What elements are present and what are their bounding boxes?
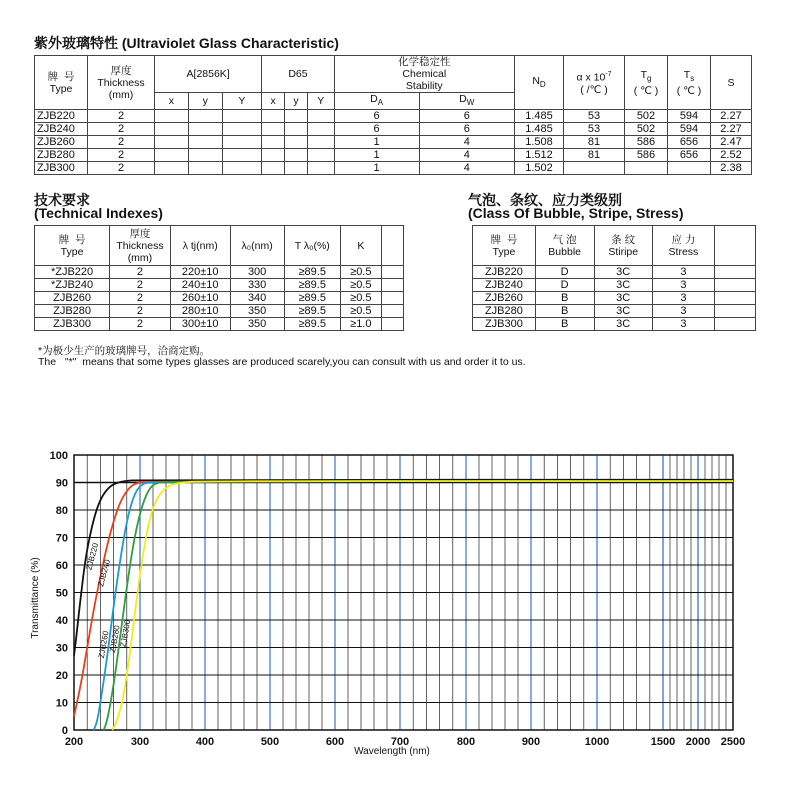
uv-cell-thk: 2 — [88, 162, 155, 175]
uv-cell-ts: 594 — [668, 123, 711, 136]
tech-cell-thk: 2 — [110, 279, 171, 292]
tech-cell-t: ≥89.5 — [284, 292, 340, 305]
bubble-cell-bubble: B — [535, 292, 594, 305]
uv-cell-type: ZJB240 — [35, 123, 88, 136]
y-tick-label: 70 — [55, 532, 68, 545]
tech-cell-thk: 2 — [110, 292, 171, 305]
bubble-cell-stress: 3 — [652, 305, 714, 318]
bubble-cell-type: ZJB300 — [473, 318, 536, 331]
uv-h-a-Y: Y — [222, 93, 262, 110]
uv-cell-s: 2.47 — [711, 136, 752, 149]
series-label-zjb240: ZJB240 — [96, 558, 113, 588]
uv-cell-nd: 1.502 — [515, 162, 564, 175]
uv-h-d-Y: Y — [307, 93, 334, 110]
tech-title-cn: 技术要求 — [34, 192, 90, 208]
tech-cell-tj: 220±10 — [170, 266, 230, 279]
bubble-cell-type: ZJB260 — [473, 292, 536, 305]
uv-h-type: 牌 号 Type — [35, 56, 88, 110]
tech-cell-k: ≥0.5 — [340, 292, 381, 305]
uv-cell-s: 2.27 — [711, 123, 752, 136]
bubble-cell-bubble: B — [535, 318, 594, 331]
x-tick-label: 200 — [64, 736, 84, 748]
uv-cell-s: 2.27 — [711, 110, 752, 123]
table-row — [35, 292, 404, 305]
x-tick-label: 800 — [456, 736, 476, 748]
bubble-h-stripe: 条 纹 Stiripe — [594, 226, 652, 266]
transmittance-chart — [0, 420, 800, 800]
uv-h-nd: $N_D$ — [515, 56, 564, 110]
uv-cell-alpha — [564, 162, 625, 175]
tech-h-tj: λ tj(nm) — [170, 226, 230, 266]
bubble-cell-stripe: 3C — [594, 305, 652, 318]
table-row — [473, 305, 756, 318]
bubble-cell-bubble: B — [535, 305, 594, 318]
uv-h-a2856: A[2856K] — [155, 56, 262, 93]
tech-cell-k: ≥0.5 — [340, 279, 381, 292]
x-tick-label: 1500 — [650, 736, 676, 748]
uv-cell-dw: 4 — [419, 136, 514, 149]
series-label-zjb220: ZJB220 — [84, 542, 101, 572]
uv-cell-da: 1 — [334, 162, 419, 175]
uv-h-d65: D65 — [262, 56, 334, 93]
table-row — [35, 110, 752, 123]
bubble-cell-stripe: 3C — [594, 318, 652, 331]
tech-cell-t: ≥89.5 — [284, 266, 340, 279]
series-label-zjb260: ZJB260 — [96, 630, 111, 659]
y-tick-label: 20 — [55, 670, 68, 682]
bubble-cell-stress: 3 — [652, 279, 714, 292]
uv-cell-ts — [668, 162, 711, 175]
x-tick-label: 900 — [521, 736, 541, 748]
tech-cell-thk: 2 — [110, 305, 171, 318]
table-row — [473, 266, 756, 279]
uv-h-dw: $D_W$ — [419, 93, 514, 110]
uv-cell-tg — [625, 162, 668, 175]
uv-cell-dw: 4 — [419, 149, 514, 162]
bubble-h-type: 牌 号 Type — [473, 226, 536, 266]
uv-cell-alpha: 81 — [564, 136, 625, 149]
bubble-cell-stripe: 3C — [594, 292, 652, 305]
uv-cell-dw: 4 — [419, 162, 514, 175]
uv-cell-da: 6 — [334, 123, 419, 136]
table-row — [35, 266, 404, 279]
uv-cell-ts: 656 — [668, 136, 711, 149]
bubble-cell-stress: 3 — [652, 318, 714, 331]
tech-cell-l0: 350 — [230, 318, 284, 331]
tech-cell-type: ZJB280 — [35, 305, 110, 318]
tech-cell-type: ZJB260 — [35, 292, 110, 305]
bubble-cell-stripe: 3C — [594, 279, 652, 292]
bubble-cell-stripe: 3C — [594, 266, 652, 279]
tech-cell-l0: 350 — [230, 305, 284, 318]
bubble-cell-type: ZJB220 — [473, 266, 536, 279]
uv-h-d-y: y — [285, 93, 308, 110]
tech-cell-thk: 2 — [110, 318, 171, 331]
y-tick-label: 60 — [55, 560, 68, 572]
x-tick-label: 300 — [130, 736, 150, 748]
uv-cell-nd: 1.512 — [515, 149, 564, 162]
bubble-cell-bubble: D — [535, 266, 594, 279]
tech-cell-k: ≥1.0 — [340, 318, 381, 331]
y-tick-label: 10 — [55, 697, 68, 710]
table-row — [35, 279, 404, 292]
bubble-title-en: (Class Of Bubble, Stripe, Stress) — [468, 205, 684, 221]
tech-cell-l0: 330 — [230, 279, 284, 292]
uv-cell-dw: 6 — [419, 123, 514, 136]
uv-h-thickness: 厚度 Thickness (mm) — [88, 56, 155, 110]
tech-cell-tj: 300±10 — [170, 318, 230, 331]
bubble-cell-type: ZJB280 — [473, 305, 536, 318]
x-tick-label: 500 — [260, 736, 280, 748]
y-tick-label: 30 — [55, 642, 68, 655]
uv-h-da: $D_A$ — [334, 93, 419, 110]
y-axis-label: Transmittance (%) — [30, 557, 41, 639]
uv-cell-tg: 586 — [625, 136, 668, 149]
tech-cell-type: ZJB300 — [35, 318, 110, 331]
uv-cell-thk: 2 — [88, 110, 155, 123]
x-tick-label: 400 — [195, 736, 215, 748]
tech-h-k: K — [340, 226, 381, 266]
bubble-cell-type: ZJB240 — [473, 279, 536, 292]
note-en: The "*" means that some types glasses are produced scarely,you can consult with us and order it to us. — [38, 356, 526, 368]
tech-cell-l0: 300 — [230, 266, 284, 279]
y-tick-label: 0 — [61, 725, 68, 737]
uv-h-alpha: α x $10^{-7}$ ( /℃ ) — [564, 56, 625, 110]
table-row — [35, 136, 752, 149]
tech-h-l0: λ₀(nm) — [230, 226, 284, 266]
tech-cell-t: ≥89.5 — [284, 305, 340, 318]
uv-cell-type: ZJB260 — [35, 136, 88, 149]
x-tick-label: 2000 — [685, 736, 711, 748]
table-row — [35, 305, 404, 318]
bubble-table — [472, 225, 756, 331]
tech-cell-type: *ZJB220 — [35, 266, 110, 279]
uv-cell-thk: 2 — [88, 123, 155, 136]
tech-h-thickness: 厚度 Thickness (mm) — [110, 226, 171, 266]
tech-title-en: (Technical Indexes) — [34, 205, 163, 221]
uv-cell-ts: 656 — [668, 149, 711, 162]
table-row — [473, 292, 756, 305]
y-tick-label: 40 — [55, 615, 68, 627]
tech-cell-thk: 2 — [110, 266, 171, 279]
tech-cell-tj: 260±10 — [170, 292, 230, 305]
bubble-cell-stress: 3 — [652, 266, 714, 279]
tech-cell-type: *ZJB240 — [35, 279, 110, 292]
uv-cell-s: 2.38 — [711, 162, 752, 175]
bubble-h-stress: 应 力 Stress — [652, 226, 714, 266]
bubble-cell-bubble: D — [535, 279, 594, 292]
uv-h-a-y: y — [188, 93, 222, 110]
uv-cell-alpha: 53 — [564, 110, 625, 123]
x-tick-label: 1000 — [584, 736, 610, 748]
tech-cell-k: ≥0.5 — [340, 266, 381, 279]
uv-table — [34, 55, 752, 175]
x-axis-label: Wavelength (nm) — [354, 746, 430, 757]
uv-cell-nd: 1.485 — [515, 110, 564, 123]
uv-cell-type: ZJB220 — [35, 110, 88, 123]
uv-cell-dw: 6 — [419, 110, 514, 123]
bubble-title-cn: 气泡、条纹、应力类级别 — [468, 192, 622, 208]
table-row — [473, 279, 756, 292]
tech-cell-t: ≥89.5 — [284, 318, 340, 331]
uv-cell-tg: 586 — [625, 149, 668, 162]
tech-h-t: T λ₀(%) — [284, 226, 340, 266]
table-row — [35, 149, 752, 162]
uv-cell-da: 1 — [334, 136, 419, 149]
uv-cell-thk: 2 — [88, 136, 155, 149]
uv-cell-nd: 1.485 — [515, 123, 564, 136]
uv-h-a-x: x — [155, 93, 189, 110]
tech-cell-l0: 340 — [230, 292, 284, 305]
x-tick-label: 700 — [390, 736, 410, 748]
table-row — [35, 318, 404, 331]
bubble-cell-stress: 3 — [652, 292, 714, 305]
tech-cell-k: ≥0.5 — [340, 305, 381, 318]
tech-table — [34, 225, 404, 331]
table-row — [473, 318, 756, 331]
uv-cell-da: 1 — [334, 149, 419, 162]
bubble-h-bubble: 气 泡 Bubble — [535, 226, 594, 266]
y-tick-label: 90 — [55, 477, 68, 490]
tech-h-type: 牌 号 Type — [35, 226, 110, 266]
uv-title: 紫外玻璃特性 (Ultraviolet Glass Characteristic) — [34, 35, 339, 51]
uv-h-ts: $T_s$ ( ℃ ) — [668, 56, 711, 110]
table-row — [35, 162, 752, 175]
tech-cell-tj: 280±10 — [170, 305, 230, 318]
uv-cell-nd: 1.508 — [515, 136, 564, 149]
uv-cell-da: 6 — [334, 110, 419, 123]
x-tick-label: 2500 — [720, 736, 746, 748]
y-tick-label: 50 — [55, 587, 68, 600]
note-cn: *为极少生产的玻璃牌号，洽商定购。 — [38, 345, 211, 357]
series-label-zjb280: ZJB280 — [108, 624, 122, 654]
uv-h-tg: $T_g$ ( ℃ ) — [625, 56, 668, 110]
uv-cell-alpha: 53 — [564, 123, 625, 136]
x-tick-label: 600 — [325, 736, 345, 748]
uv-cell-alpha: 81 — [564, 149, 625, 162]
tech-cell-tj: 240±10 — [170, 279, 230, 292]
y-tick-label: 100 — [49, 450, 68, 462]
uv-cell-tg: 502 — [625, 123, 668, 136]
uv-cell-type: ZJB280 — [35, 149, 88, 162]
y-tick-label: 80 — [55, 505, 68, 517]
uv-h-chem: 化学稳定性 Chemical Stability — [334, 56, 514, 93]
table-row — [35, 123, 752, 136]
uv-cell-tg: 502 — [625, 110, 668, 123]
series-label-zjb300: ZJB300 — [118, 619, 133, 648]
uv-h-d-x: x — [262, 93, 285, 110]
uv-cell-type: ZJB300 — [35, 162, 88, 175]
uv-cell-ts: 594 — [668, 110, 711, 123]
uv-cell-s: 2.52 — [711, 149, 752, 162]
tech-cell-t: ≥89.5 — [284, 279, 340, 292]
uv-h-s: S — [711, 56, 752, 110]
uv-cell-thk: 2 — [88, 149, 155, 162]
